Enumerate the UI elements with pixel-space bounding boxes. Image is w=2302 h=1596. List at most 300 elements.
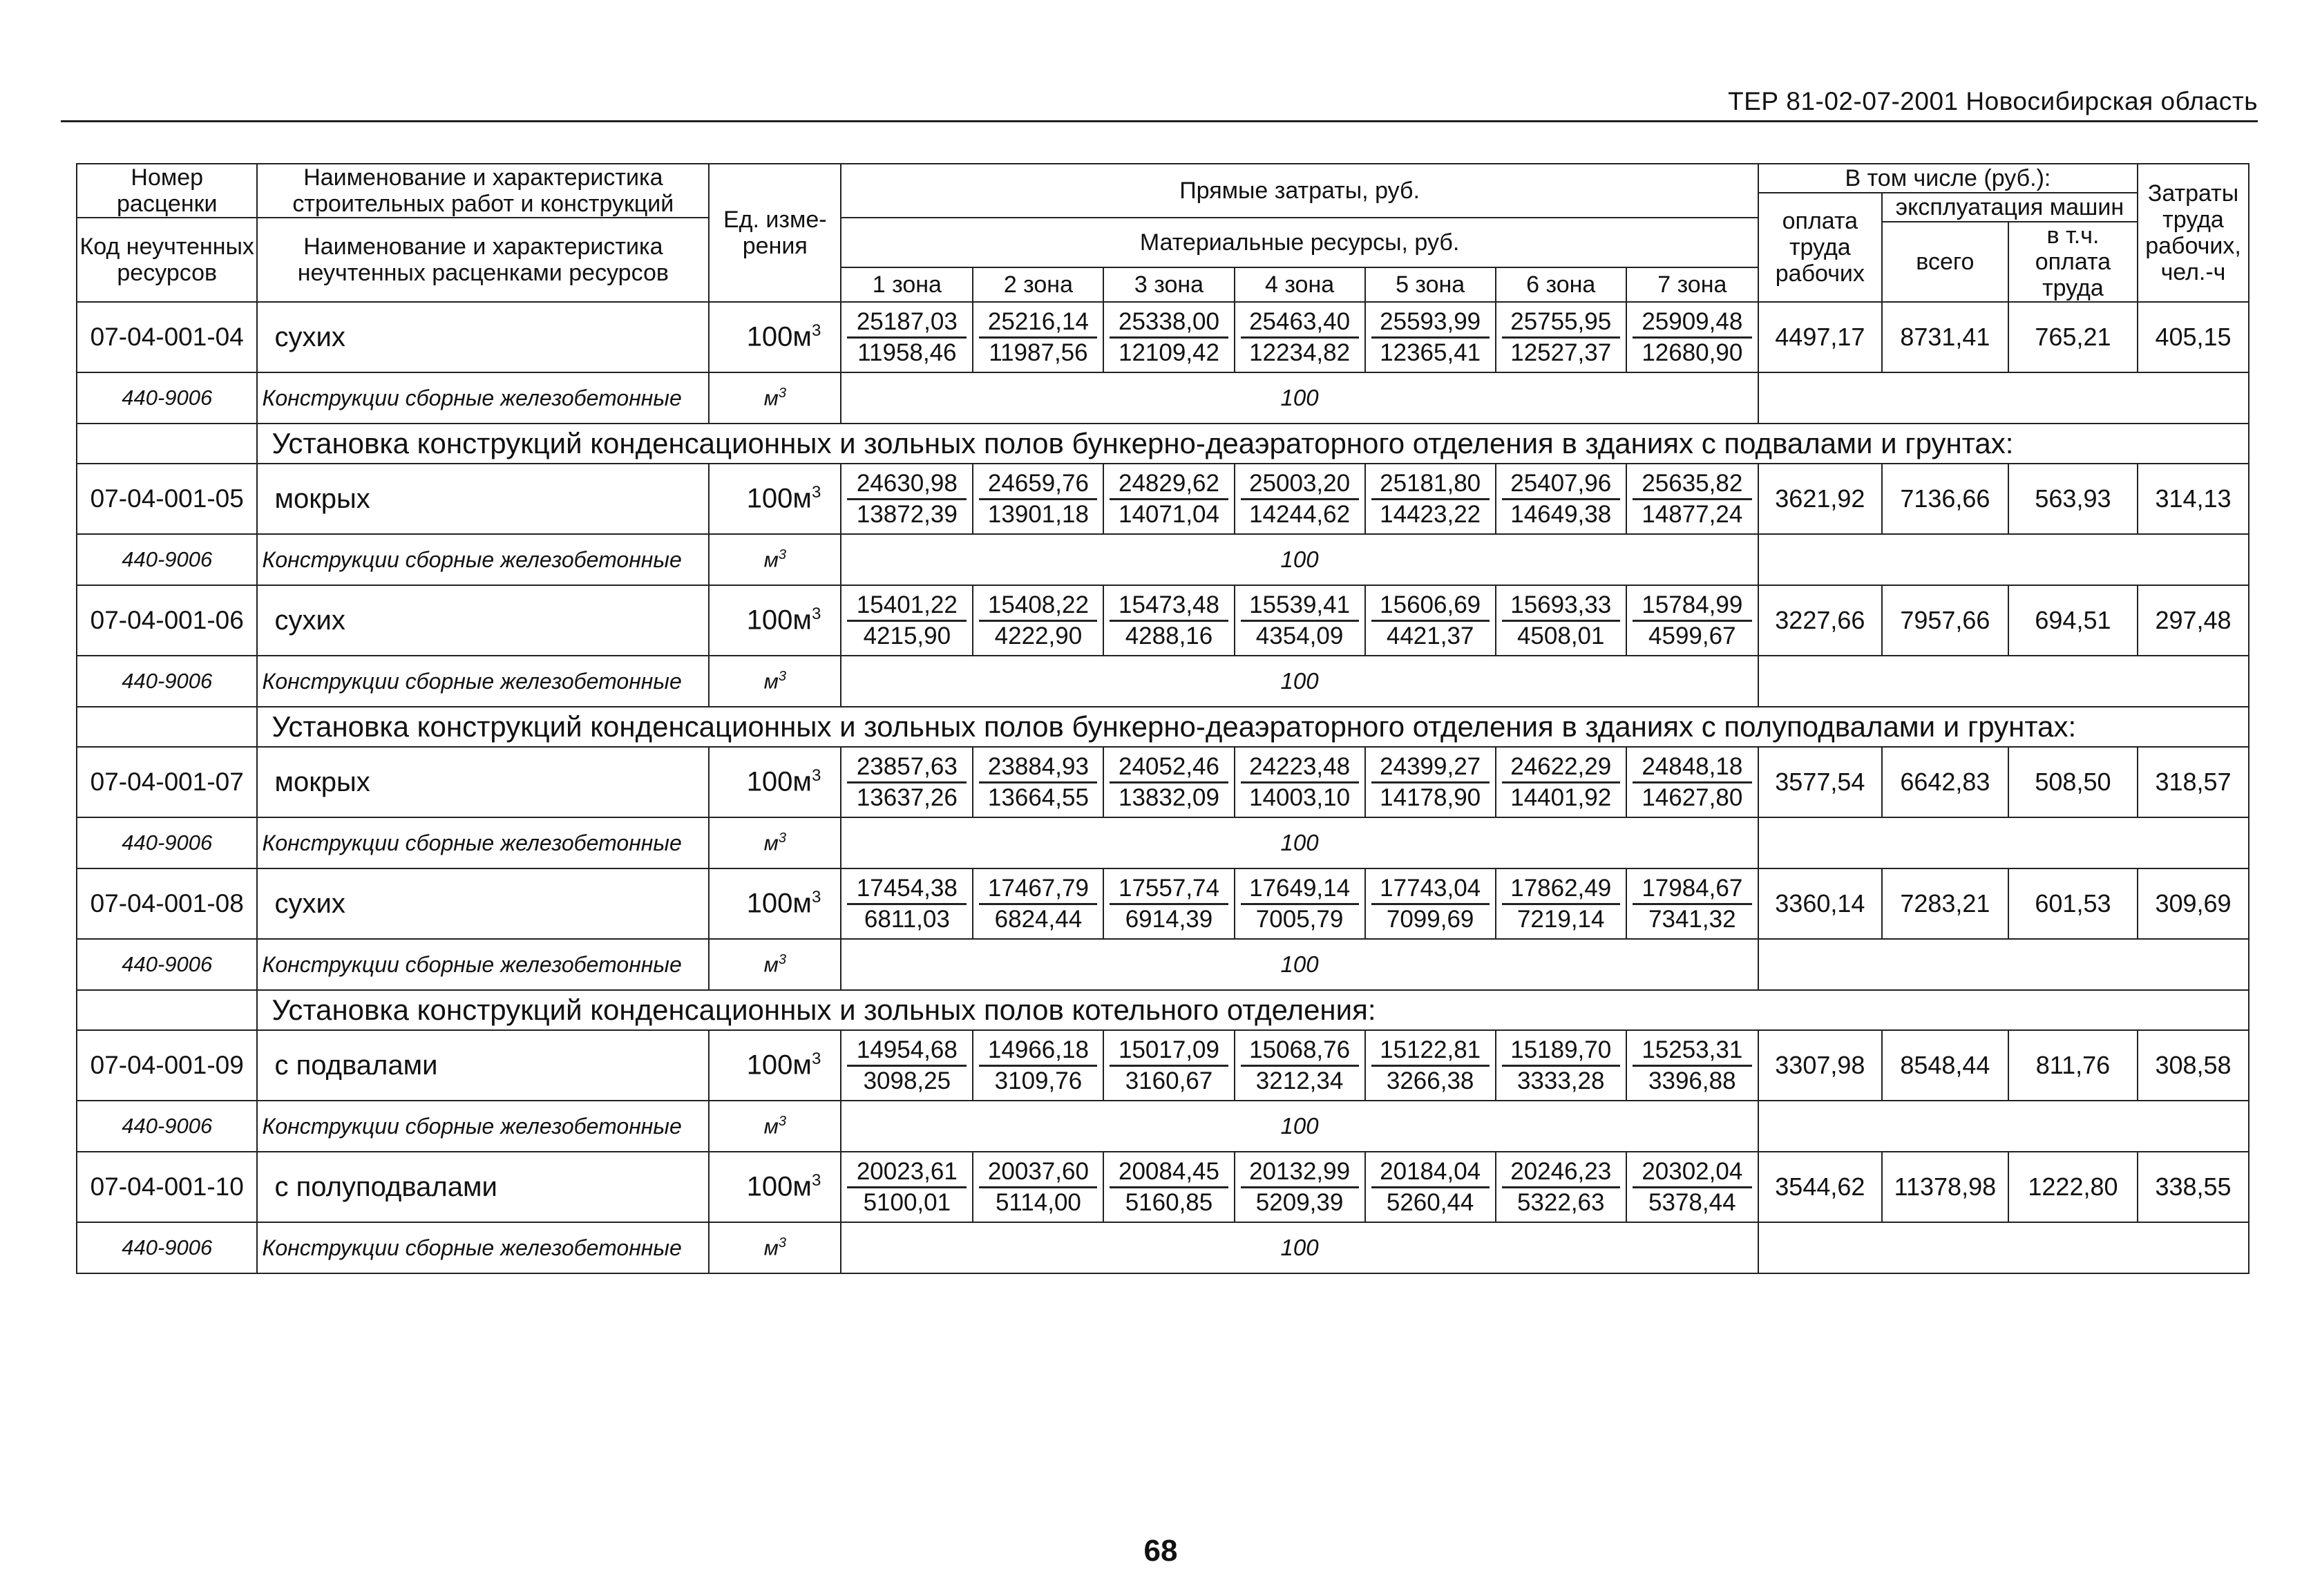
zone-cost: [841, 302, 973, 372]
section-title: Установка конструкций конденсационных и зольных полов бункерно-деаэраторного отделения в зданиях с подвалами и грунтах:: [257, 424, 2249, 464]
resource-code: 440-9006: [77, 372, 257, 424]
unit-text: 100м: [746, 1049, 812, 1081]
direct-cost: 15473,48: [1110, 591, 1228, 622]
resource-quantity: 100: [841, 1222, 1758, 1273]
rate-code: 07-04-001-04: [77, 302, 257, 372]
material-cost: 14627,80: [1642, 783, 1743, 811]
machine-labor: 811,76: [2008, 1030, 2138, 1101]
zone-cost: [973, 868, 1103, 939]
zone-cost: [1365, 1030, 1496, 1101]
direct-cost: 24848,18: [1633, 752, 1752, 783]
direct-cost: 20037,60: [979, 1157, 1097, 1188]
machine-total: 7283,21: [1882, 868, 2008, 939]
rate-row: [77, 868, 2249, 939]
unit-superscript: 3: [811, 888, 821, 907]
rate-unit: [709, 1030, 841, 1101]
zone-cost: [1365, 747, 1496, 817]
direct-cost: 24223,48: [1241, 752, 1359, 783]
direct-cost: 15401,22: [847, 591, 967, 622]
material-cost: 14423,22: [1380, 500, 1481, 528]
zone-cost: [1626, 1152, 1758, 1222]
zone-header: 5 зона: [1365, 267, 1496, 302]
rates-table: [76, 163, 2249, 1274]
material-cost: 12365,41: [1380, 339, 1481, 366]
zone-cost: [1496, 1030, 1626, 1101]
zone-cost: [1235, 1030, 1365, 1101]
zone-header: 6 зона: [1496, 267, 1626, 302]
direct-cost: 15539,41: [1241, 591, 1359, 622]
material-cost: 7341,32: [1648, 905, 1736, 933]
labor-pay: 3360,14: [1758, 868, 1882, 939]
material-cost: 5260,44: [1386, 1188, 1474, 1216]
material-cost: 14649,38: [1510, 500, 1612, 528]
rate-row: [77, 302, 2249, 372]
resource-code: 440-9006: [77, 939, 257, 990]
zone-header: 4 зона: [1235, 267, 1365, 302]
zone-cost: [1235, 585, 1365, 656]
resource-row: [77, 372, 2249, 424]
rate-code: 07-04-001-05: [77, 464, 257, 534]
direct-cost: 17454,38: [847, 874, 967, 905]
direct-cost: 17467,79: [979, 874, 1097, 905]
rate-unit: [709, 1152, 841, 1222]
labor-pay-header: оплата труда рабочих: [1758, 193, 1882, 302]
resource-row: [77, 817, 2249, 868]
unit-text: 100м: [746, 766, 812, 797]
material-cost: 5114,00: [995, 1188, 1081, 1216]
section-spacer: [77, 707, 257, 747]
rate-code: 07-04-001-09: [77, 1030, 257, 1101]
direct-cost: 15017,09: [1110, 1036, 1228, 1067]
unit-text: м: [763, 952, 779, 977]
direct-cost: 20246,23: [1502, 1157, 1620, 1188]
resource-unit: [709, 817, 841, 868]
unit-text: 100м: [746, 605, 812, 636]
material-cost: 4288,16: [1125, 622, 1213, 649]
zone-cost: [1626, 464, 1758, 534]
resource-code: 440-9006: [77, 1222, 257, 1273]
material-cost: 12234,82: [1249, 339, 1351, 366]
zone-cost: [1235, 868, 1365, 939]
rate-code: 07-04-001-06: [77, 585, 257, 656]
zone-header: 3 зона: [1103, 267, 1234, 302]
zone-cost: [1365, 302, 1496, 372]
resource-unit: [709, 372, 841, 424]
material-cost: 5322,63: [1516, 1188, 1605, 1216]
resource-code: 440-9006: [77, 817, 257, 868]
unit-text: м: [763, 1114, 779, 1139]
page-header: [61, 82, 2258, 122]
material-cost: 4508,01: [1516, 622, 1605, 649]
document-title: ТЕР 81-02-07-2001 Новосибирская область: [1728, 87, 2258, 115]
material-cost: 13637,26: [856, 783, 958, 811]
direct-cost: 20302,04: [1633, 1157, 1752, 1188]
direct-cost: 15189,70: [1502, 1036, 1620, 1067]
rate-code: 07-04-001-10: [77, 1152, 257, 1222]
section-title: Установка конструкций конденсационных и зольных полов бункерно-деаэраторного отделения в зданиях с полуподвалами и грунтах:: [257, 707, 2249, 747]
resource-quantity: 100: [841, 372, 1758, 424]
labor-pay: 3621,92: [1758, 464, 1882, 534]
resource-empty: [1758, 1101, 2249, 1152]
resource-quantity: 100: [841, 534, 1758, 585]
zone-header: 7 зона: [1626, 267, 1758, 302]
direct-cost: 14966,18: [979, 1036, 1097, 1067]
unit-superscript: 3: [778, 1113, 786, 1129]
machine-labor-header: в т.ч. оплата труда: [2008, 222, 2138, 302]
unit-header: Ед. изме- рения: [709, 164, 841, 302]
material-cost: 3396,88: [1648, 1067, 1736, 1094]
direct-cost: 25338,00: [1110, 307, 1228, 339]
material-cost: 7219,14: [1516, 905, 1605, 933]
material-resources-header: Материальные ресурсы, руб.: [841, 218, 1758, 267]
material-cost: 3160,67: [1125, 1067, 1213, 1094]
unit-superscript: 3: [811, 766, 821, 786]
zone-cost: [1626, 1030, 1758, 1101]
labor-pay: 3227,66: [1758, 585, 1882, 656]
unit-superscript: 3: [778, 951, 786, 967]
direct-cost: 24622,29: [1502, 752, 1620, 783]
zone-header: 2 зона: [973, 267, 1103, 302]
zone-cost: [1626, 868, 1758, 939]
material-cost: 3098,25: [863, 1067, 951, 1094]
direct-cost: 25635,82: [1633, 469, 1752, 500]
resource-quantity: 100: [841, 656, 1758, 707]
material-cost: 6811,03: [864, 905, 950, 933]
unit-superscript: 3: [778, 1235, 786, 1251]
unit-text: м: [763, 1235, 779, 1260]
resource-unit: [709, 534, 841, 585]
resource-empty: [1758, 534, 2249, 585]
labor-hours: 314,13: [2138, 464, 2249, 534]
machine-labor: 694,51: [2008, 585, 2138, 656]
zone-cost: [841, 1152, 973, 1222]
labor-hours: 405,15: [2138, 302, 2249, 372]
section-row: [77, 707, 2249, 747]
machine-labor: 563,93: [2008, 464, 2138, 534]
zone-cost: [1103, 1152, 1234, 1222]
zone-cost: [841, 1030, 973, 1101]
zone-cost: [1496, 302, 1626, 372]
unit-superscript: 3: [778, 830, 786, 846]
zone-cost: [1103, 302, 1234, 372]
direct-cost: 25216,14: [979, 307, 1097, 339]
zone-cost: [841, 747, 973, 817]
labor-pay: 3307,98: [1758, 1030, 1882, 1101]
resource-name: Конструкции сборные железобетонные: [257, 817, 709, 868]
unit-text: 100м: [746, 1171, 812, 1202]
zone-cost: [1103, 1030, 1234, 1101]
direct-cost: 15253,31: [1633, 1036, 1752, 1067]
material-cost: 5100,01: [863, 1188, 951, 1216]
resource-empty: [1758, 372, 2249, 424]
zone-cost: [1626, 585, 1758, 656]
unit-text: м: [763, 386, 779, 410]
resource-unit: [709, 939, 841, 990]
resource-name: Конструкции сборные железобетонные: [257, 656, 709, 707]
labor-hours: 309,69: [2138, 868, 2249, 939]
unit-superscript: 3: [811, 1049, 821, 1069]
unit-superscript: 3: [811, 321, 821, 341]
unit-text: 100м: [746, 483, 812, 514]
direct-cost: 20023,61: [847, 1157, 967, 1188]
zone-cost: [1103, 585, 1234, 656]
zone-cost: [973, 585, 1103, 656]
unit-superscript: 3: [811, 605, 821, 624]
material-cost: 3212,34: [1255, 1067, 1344, 1094]
direct-cost: 24829,62: [1110, 469, 1228, 500]
unit-text: 100м: [746, 321, 812, 352]
material-cost: 3109,76: [994, 1067, 1083, 1094]
direct-cost: 17743,04: [1371, 874, 1490, 905]
material-cost: 12680,90: [1642, 339, 1743, 366]
rate-row: [77, 585, 2249, 656]
resource-unit: [709, 1101, 841, 1152]
direct-cost: 25593,99: [1371, 307, 1490, 339]
direct-cost: 15122,81: [1371, 1036, 1490, 1067]
zone-cost: [973, 464, 1103, 534]
section-row: [77, 424, 2249, 464]
zone-cost: [1103, 464, 1234, 534]
material-cost: 13832,09: [1119, 783, 1219, 811]
rate-unit: [709, 747, 841, 817]
unit-text: м: [763, 830, 779, 855]
material-cost: 4599,67: [1648, 622, 1736, 649]
resource-row: [77, 656, 2249, 707]
zone-cost: [1496, 868, 1626, 939]
direct-cost: 25755,95: [1502, 307, 1620, 339]
rate-name: сухих: [257, 302, 709, 372]
direct-cost: 24630,98: [847, 469, 967, 500]
direct-costs-header: Прямые затраты, руб.: [841, 164, 1758, 218]
material-cost: 4354,09: [1255, 622, 1344, 649]
material-cost: 14244,62: [1249, 500, 1351, 528]
rate-row: [77, 747, 2249, 817]
rate-unit: [709, 585, 841, 656]
resource-unit: [709, 1222, 841, 1273]
zone-cost: [1626, 747, 1758, 817]
direct-cost: 25463,40: [1241, 307, 1359, 339]
resource-code-header: Код неучтенных ресурсов: [77, 218, 257, 302]
material-cost: 7005,79: [1255, 905, 1344, 933]
rate-name: с подвалами: [257, 1030, 709, 1101]
material-cost: 11958,46: [857, 339, 957, 366]
labor-cost-header: Затраты труда рабочих, чел.-ч: [2138, 164, 2249, 302]
zone-cost: [1496, 464, 1626, 534]
direct-cost: 17649,14: [1241, 874, 1359, 905]
material-cost: 14178,90: [1380, 783, 1481, 811]
material-cost: 5160,85: [1125, 1188, 1213, 1216]
resource-name: Конструкции сборные железобетонные: [257, 534, 709, 585]
rate-row: [77, 1030, 2249, 1101]
rate-name: сухих: [257, 585, 709, 656]
rate-name: с полуподвалами: [257, 1152, 709, 1222]
direct-cost: 25909,48: [1633, 307, 1752, 339]
zone-cost: [1365, 464, 1496, 534]
direct-cost: 15784,99: [1633, 591, 1752, 622]
material-cost: 7099,69: [1386, 905, 1474, 933]
zone-cost: [1235, 747, 1365, 817]
machine-total: 8548,44: [1882, 1030, 2008, 1101]
direct-cost: 25407,96: [1502, 469, 1620, 500]
unit-superscript: 3: [811, 1171, 821, 1190]
resource-empty: [1758, 656, 2249, 707]
direct-cost: 17557,74: [1110, 874, 1228, 905]
section-row: [77, 990, 2249, 1030]
labor-pay: 3544,62: [1758, 1152, 1882, 1222]
direct-cost: 23884,93: [979, 752, 1097, 783]
direct-cost: 15408,22: [979, 591, 1097, 622]
resource-row: [77, 1222, 2249, 1273]
resource-quantity: 100: [841, 939, 1758, 990]
direct-cost: 20184,04: [1371, 1157, 1490, 1188]
material-cost: 13901,18: [987, 500, 1089, 528]
resource-name: Конструкции сборные железобетонные: [257, 1101, 709, 1152]
resource-code: 440-9006: [77, 1101, 257, 1152]
resource-name: Конструкции сборные железобетонные: [257, 1222, 709, 1273]
zone-cost: [841, 464, 973, 534]
resource-row: [77, 534, 2249, 585]
zone-cost: [841, 868, 973, 939]
material-cost: 14003,10: [1249, 783, 1351, 811]
rate-code: 07-04-001-07: [77, 747, 257, 817]
direct-cost: 23857,63: [847, 752, 967, 783]
resource-empty: [1758, 1222, 2249, 1273]
zone-cost: [1235, 464, 1365, 534]
material-cost: 11987,56: [989, 339, 1088, 366]
direct-cost: 25181,80: [1371, 469, 1490, 500]
direct-cost: 15068,76: [1241, 1036, 1359, 1067]
unit-text: 100м: [746, 888, 812, 919]
number-header: Номер расценки: [77, 164, 257, 218]
zone-cost: [1235, 302, 1365, 372]
labor-pay: 3577,54: [1758, 747, 1882, 817]
direct-cost: 24659,76: [979, 469, 1097, 500]
material-cost: 5378,44: [1648, 1188, 1736, 1216]
material-cost: 14071,04: [1119, 500, 1219, 528]
resource-empty: [1758, 817, 2249, 868]
machine-total: 8731,41: [1882, 302, 2008, 372]
labor-pay: 4497,17: [1758, 302, 1882, 372]
material-cost: 12109,42: [1119, 339, 1219, 366]
direct-cost: 17984,67: [1633, 874, 1752, 905]
material-cost: 14877,24: [1642, 500, 1743, 528]
direct-cost: 17862,49: [1502, 874, 1620, 905]
zone-cost: [1235, 1152, 1365, 1222]
unit-superscript: 3: [811, 483, 821, 502]
direct-cost: 14954,68: [847, 1036, 967, 1067]
zone-cost: [973, 1152, 1103, 1222]
resource-quantity: 100: [841, 1101, 1758, 1152]
zone-cost: [1626, 302, 1758, 372]
resource-row: [77, 1101, 2249, 1152]
section-title: Установка конструкций конденсационных и зольных полов котельного отделения:: [257, 990, 2249, 1030]
material-cost: 13872,39: [856, 500, 958, 528]
unit-text: м: [763, 547, 779, 572]
rate-unit: [709, 868, 841, 939]
rate-code: 07-04-001-08: [77, 868, 257, 939]
section-spacer: [77, 424, 257, 464]
zone-cost: [1365, 585, 1496, 656]
resource-name: Конструкции сборные железобетонные: [257, 372, 709, 424]
rate-unit: [709, 302, 841, 372]
zone-cost: [841, 585, 973, 656]
material-cost: 6824,44: [994, 905, 1083, 933]
name-header: Наименование и характеристика строительных работ и конструкций: [257, 164, 709, 218]
direct-cost: 20132,99: [1241, 1157, 1359, 1188]
resource-name: Конструкции сборные железобетонные: [257, 939, 709, 990]
labor-hours: 318,57: [2138, 747, 2249, 817]
direct-cost: 15606,69: [1371, 591, 1490, 622]
material-cost: 4215,90: [863, 622, 951, 649]
machine-total: 7957,66: [1882, 585, 2008, 656]
zone-header: 1 зона: [841, 267, 973, 302]
material-cost: 5209,39: [1255, 1188, 1344, 1216]
machine-labor: 601,53: [2008, 868, 2138, 939]
zone-cost: [973, 747, 1103, 817]
machine-total: 11378,98: [1882, 1152, 2008, 1222]
resource-code: 440-9006: [77, 534, 257, 585]
unit-text: м: [763, 669, 779, 694]
material-cost: 4222,90: [994, 622, 1083, 649]
machine-ops-header: эксплуатация машин: [1882, 193, 2138, 222]
material-cost: 12527,37: [1510, 339, 1612, 366]
zone-cost: [1365, 868, 1496, 939]
machine-labor: 1222,80: [2008, 1152, 2138, 1222]
including-header: В том числе (руб.):: [1758, 164, 2138, 193]
machine-labor: 508,50: [2008, 747, 2138, 817]
direct-cost: 20084,45: [1110, 1157, 1228, 1188]
rate-row: [77, 464, 2249, 534]
rate-name: мокрых: [257, 464, 709, 534]
material-cost: 4421,37: [1386, 622, 1474, 649]
material-cost: 13664,55: [987, 783, 1089, 811]
direct-cost: 25003,20: [1241, 469, 1359, 500]
zone-cost: [1103, 747, 1234, 817]
resource-empty: [1758, 939, 2249, 990]
direct-cost: 24052,46: [1110, 752, 1228, 783]
direct-cost: 25187,03: [847, 307, 967, 339]
unit-superscript: 3: [778, 547, 786, 562]
labor-hours: 338,55: [2138, 1152, 2249, 1222]
resource-unit: [709, 656, 841, 707]
labor-hours: 308,58: [2138, 1030, 2249, 1101]
resource-quantity: 100: [841, 817, 1758, 868]
machine-total-header: всего: [1882, 222, 2008, 302]
resource-code: 440-9006: [77, 656, 257, 707]
section-spacer: [77, 990, 257, 1030]
rate-row: [77, 1152, 2249, 1222]
zone-cost: [1365, 1152, 1496, 1222]
unit-superscript: 3: [778, 668, 786, 684]
zone-cost: [1103, 868, 1234, 939]
direct-cost: 15693,33: [1502, 591, 1620, 622]
material-cost: 3333,28: [1516, 1067, 1605, 1094]
labor-hours: 297,48: [2138, 585, 2249, 656]
machine-total: 7136,66: [1882, 464, 2008, 534]
machine-total: 6642,83: [1882, 747, 2008, 817]
zone-cost: [973, 1030, 1103, 1101]
unit-superscript: 3: [778, 385, 786, 401]
material-cost: 6914,39: [1125, 905, 1213, 933]
zone-cost: [1496, 1152, 1626, 1222]
zone-cost: [1496, 585, 1626, 656]
material-cost: 14401,92: [1510, 783, 1612, 811]
rate-name: мокрых: [257, 747, 709, 817]
zone-cost: [973, 302, 1103, 372]
zone-cost: [1496, 747, 1626, 817]
page-number: 68: [1143, 1534, 1178, 1568]
resource-row: [77, 939, 2249, 990]
